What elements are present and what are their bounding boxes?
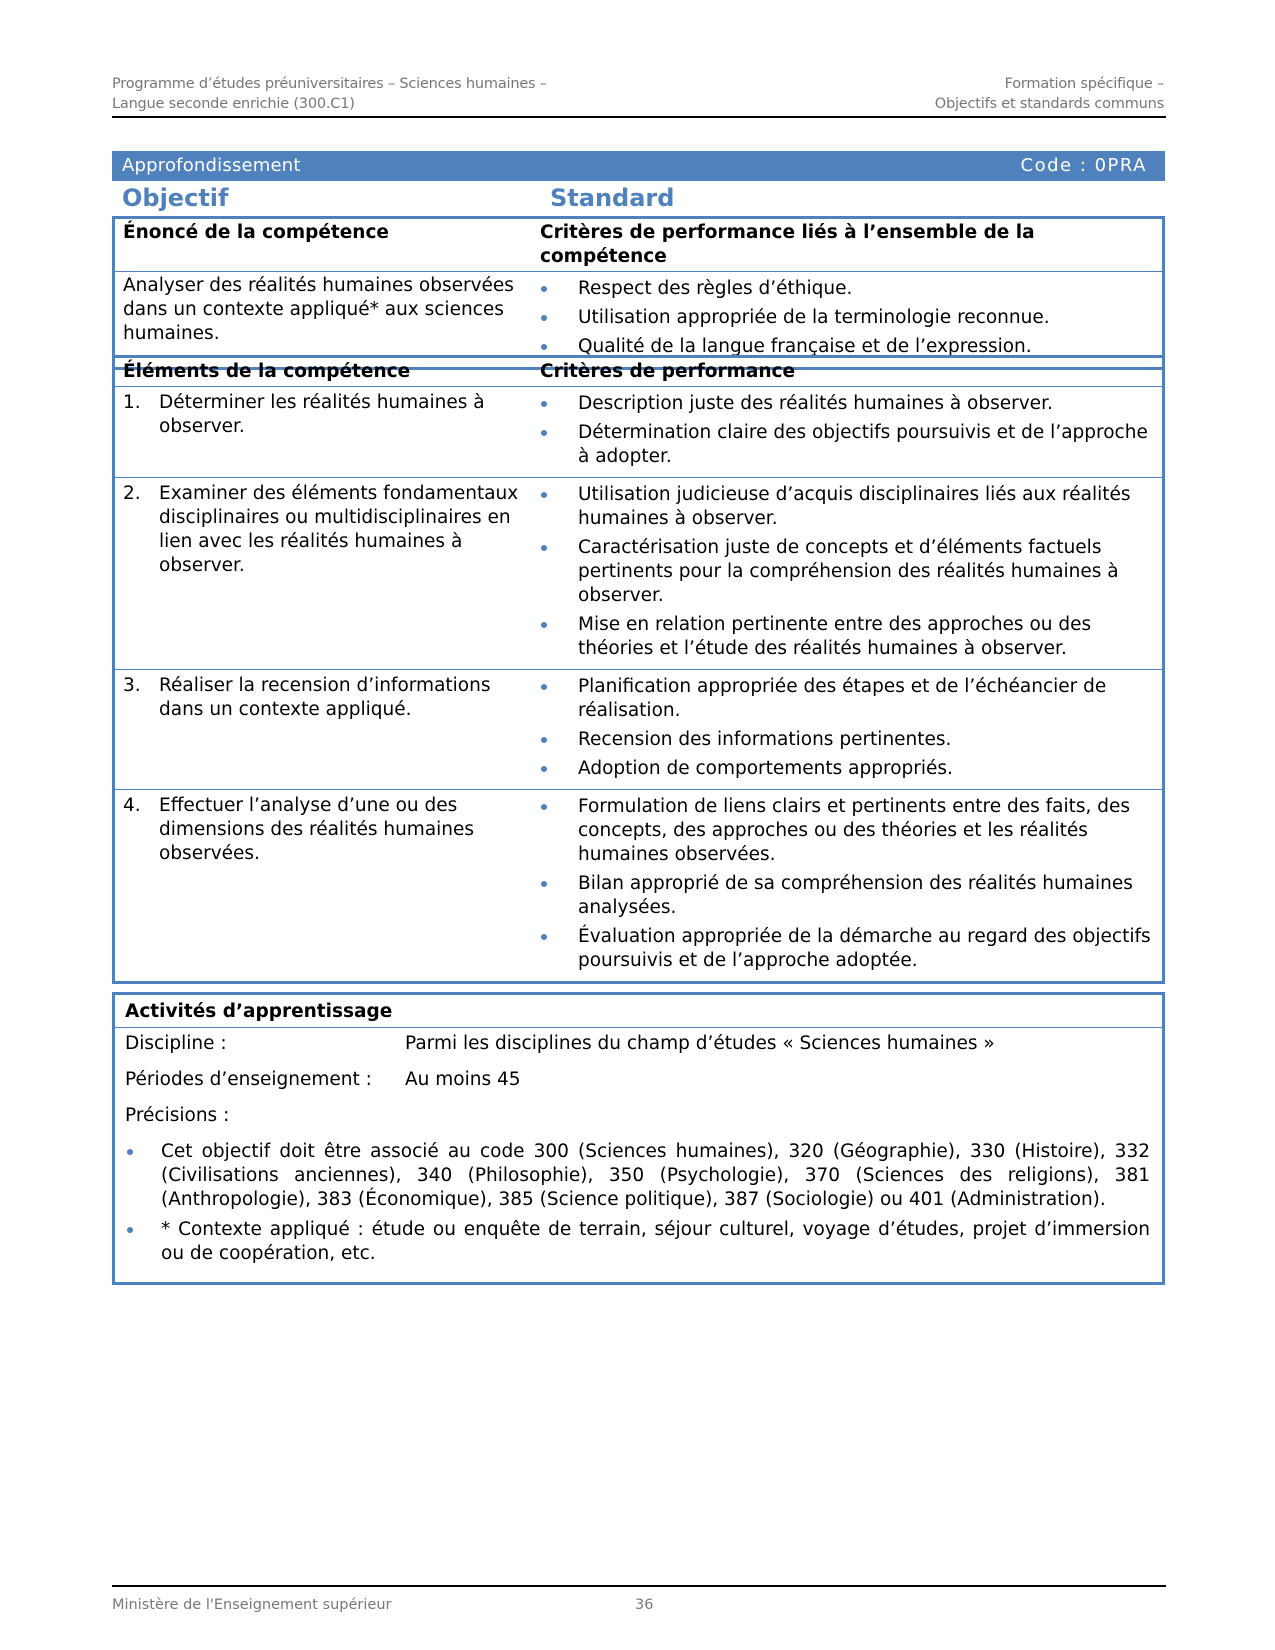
header-program-line1: Programme d’études préuniversitaires – Sciences humaines – [112,76,547,92]
competence-table [112,216,1165,370]
header-program [112,74,547,114]
bullet-icon [541,315,547,321]
header-section-line2: Objectifs et standards communs [934,96,1164,112]
bullet-icon [541,430,547,436]
banner-title: Approfondissement [122,155,301,176]
periods-row [125,1068,1152,1092]
competence-statement-header: Énoncé de la compétence [123,222,389,243]
discipline-row [125,1032,1152,1056]
element-row [115,477,1162,669]
criterion-item: Détermination claire des objectifs poursuivis et de l’approche à adopter. [540,421,1154,469]
activities-header: Activités d’apprentissage [125,1001,393,1022]
bullet-icon [541,804,547,810]
criterion-item: Mise en relation pertinente entre des approches ou des théories et l’étude des réalités humaines à observer. [540,613,1154,661]
precisions-label: Précisions : [125,1105,230,1126]
periods-label: Périodes d’enseignement : [125,1069,372,1090]
running-header [112,74,1166,118]
criterion-item: Adoption de comportements appropriés. [540,757,1154,781]
element-item: 2. Examiner des éléments fondamentaux disciplinaires ou multidisciplinaires en lien avec les réalités humaines à observer. [123,483,519,576]
criterion-item: Formulation de liens clairs et pertinents entre des faits, des concepts, des approches ou des théories et les réalités humaines observées. [540,795,1154,867]
element-item: 4. Effectuer l’analyse d’une ou des dimensions des réalités humaines observées. [123,795,475,864]
competence-criteria-list [540,272,1162,367]
bullet-icon [541,286,547,292]
header-program-line2: Langue seconde enrichie (300.C1) [112,96,355,112]
bullet-icon [541,881,547,887]
elements-criteria-header: Critères de performance [540,361,796,382]
precision-item: * Contexte appliqué : étude ou enquête de terrain, séjour culturel, voyage d’études, projet d’immersion ou de coopération, etc. [125,1218,1152,1266]
criterion-item: Utilisation appropriée de la terminologie reconnue. [540,306,1154,330]
element-row [115,669,1162,789]
bullet-icon [541,622,547,628]
bullet-icon [541,545,547,551]
objectif-title: Objectif [122,184,229,212]
bullet-icon [541,684,547,690]
discipline-value: Parmi les disciplines du champ d’études « Sciences humaines » [405,1033,995,1054]
periods-value: Au moins 45 [405,1069,521,1090]
criterion-item: Utilisation judicieuse d’acquis disciplinaires liés aux réalités humaines à observer. [540,483,1154,531]
bullet-icon [541,401,547,407]
elements-table [112,355,1165,984]
competence-criteria-header: Critères de performance liés à l’ensemble de la compétence [540,222,1035,267]
bullet-icon [541,737,547,743]
bullet-icon [541,492,547,498]
bullet-icon [541,344,547,350]
competence-header-row [115,219,1162,271]
course-banner [112,151,1165,181]
bullet-icon [127,1227,133,1233]
criterion-item: Recension des informations pertinentes. [540,728,1154,752]
criterion-item: Bilan approprié de sa compréhension des réalités humaines analysées. [540,872,1154,920]
competence-body-row [115,271,1162,367]
banner-code: Code : 0PRA [1020,155,1147,176]
element-row [115,386,1162,477]
page-number: 36 [635,1597,654,1613]
criterion-item: Planification appropriée des étapes et de l’échéancier de réalisation. [540,675,1154,723]
element-item: 3. Réaliser la recension d’informations dans un contexte appliqué. [123,675,491,720]
elements-header-row [115,358,1162,386]
bullet-icon [541,766,547,772]
activities-table [112,992,1165,1285]
discipline-label: Discipline : [125,1033,227,1054]
bullet-icon [541,934,547,940]
element-row [115,789,1162,981]
criterion-item: Caractérisation juste de concepts et d’éléments factuels pertinents pour la compréhension des réalités humaines à observer. [540,536,1154,608]
criterion-item: Qualité de la langue française et de l’expression. [540,335,1154,359]
criterion-item: Évaluation appropriée de la démarche au regard des objectifs poursuivis et de l’approche adoptée. [540,925,1154,973]
header-section-line1: Formation spécifique – [1004,76,1164,92]
standard-title: Standard [550,184,675,212]
precision-item: Cet objectif doit être associé au code 300 (Sciences humaines), 320 (Géographie), 330 (Histoire), 332 (Civilisations anciennes), 340 (Philosophie), 350 (Psychologie), 370 (Sciences des religions), 381 (Anthropologie), 383 (Économique), 385 (Science politique), 387 (Sociologie) ou 401 (Administration). [125,1140,1152,1212]
header-section [935,74,1164,114]
footer-ministry: Ministère de l'Enseignement supérieur [112,1597,392,1613]
element-item: 1. Déterminer les réalités humaines à observer. [123,392,485,437]
elements-header: Éléments de la compétence [123,361,411,382]
criterion-item: Description juste des réalités humaines à observer. [540,392,1154,416]
competence-statement: Analyser des réalités humaines observées dans un contexte appliqué* aux sciences humaines. [123,275,514,344]
bullet-icon [127,1149,133,1155]
running-footer [112,1585,1166,1615]
criterion-item: Respect des règles d’éthique. [540,277,1154,301]
activities-body [115,1027,1162,1282]
